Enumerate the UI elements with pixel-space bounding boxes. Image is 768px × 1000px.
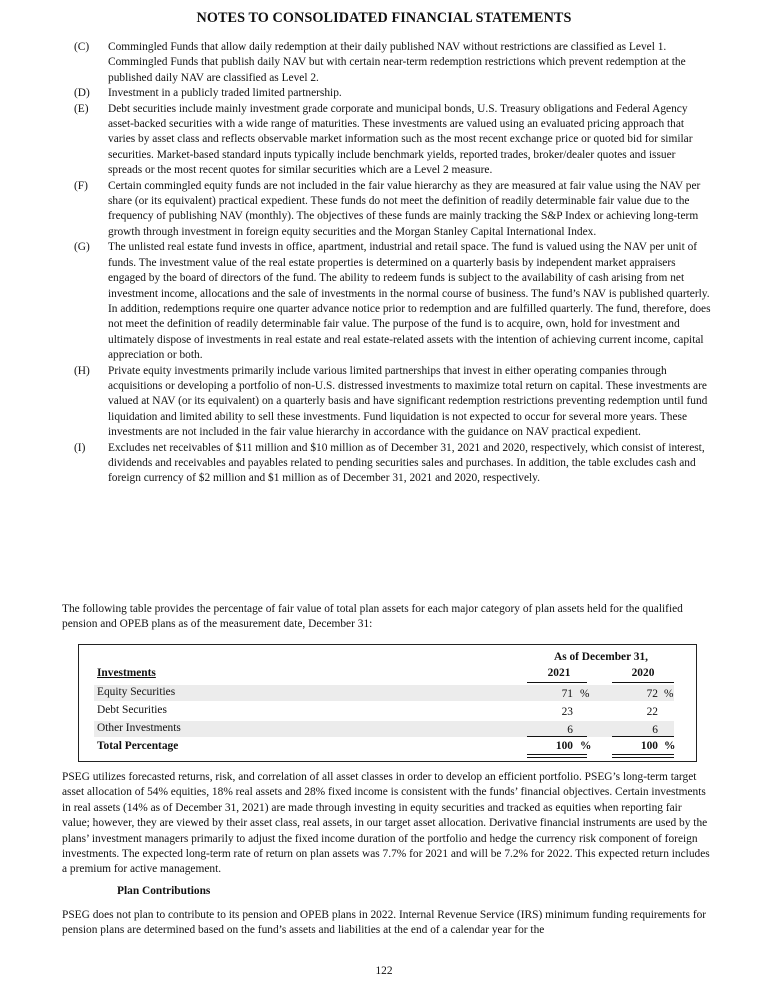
footnote-letter: (F) (74, 179, 88, 192)
footnote-text: Excludes net receivables of $11 million and $10 million as of December 31, 2021 and 2020, respectively, which consist of interest, dividends and receivables and payables related to pending securities sales and purchases. In addition, the table excludes cash and foreign currency of $2 million and $1 million as of December 31, 2021 and 2020, respectively. (108, 441, 705, 485)
footnote-e (62, 102, 712, 179)
value-2021: 71 (561, 688, 573, 700)
section-heading-plan-contributions: Plan Contributions (117, 885, 211, 897)
footnote-letter: (H) (74, 364, 90, 377)
footnote-text: Debt securities include mainly investment grade corporate and municipal bonds, U.S. Treasury obligations and Federal Agency asset-backed securities with a wide range of maturities. These investments are valued using an evaluated pricing approach that varies by asset class and reflects observable market information such as the most recent exchange price or quoted bid for similar securities. Market-based standard inputs typically include benchmark yields, reported trades, broker/dealer quotes and issuer spreads or the most recent quotes for similar securities which are a Level 2 measure. (108, 102, 693, 177)
total-2021: 100 (555, 740, 573, 752)
footnote-letter: (G) (74, 241, 90, 254)
plan-contributions-paragraph: PSEG does not plan to contribute to its pension and OPEB plans in 2022. Internal Revenue Service (IRS) minimum funding requirements for pension plans are determined based on the fund’s assets and liabilities at the end of a calendar year for the (62, 909, 707, 937)
double-underline-2021 (527, 754, 587, 755)
value-2021: 23 (561, 706, 573, 718)
double-underline-2021 (527, 757, 587, 758)
footnote-text: Certain commingled equity funds are not included in the fair value hierarchy as they are measured at fair value using the NAV per share (or its equivalent) practical expedient. These funds do not meet the definition of readily determinable fair value due to the frequency of publishing NAV (monthly). The objectives of these funds are mainly tracking the S&P Index or achieving long-term growth through investment in foreign equity securities and the Morgan Stanley Capital International Index. (108, 179, 701, 238)
footnote-text: Commingled Funds that allow daily redemption at their daily published NAV without restrictions are classified as Level 1. Commingled Funds that publish daily NAV but with certain near-term redemption restrictions which prevent redemption at the published daily NAV are classified as Level 2. (108, 41, 686, 84)
double-underline-2020 (612, 757, 674, 758)
percent-sign: % (664, 740, 676, 752)
table-group-header: As of December 31, (553, 651, 649, 663)
percent-sign: % (664, 688, 674, 700)
column-header-2020: 2020 (631, 667, 655, 679)
footnote-letter: (C) (74, 41, 90, 53)
percent-sign: % (580, 688, 590, 700)
table-intro-paragraph: The following table provides the percentage of fair value of total plan assets for each major category of plan assets held for the qualified pension and OPEB plans as of the measurement date, December 31: (62, 603, 683, 631)
footnote-i (62, 441, 712, 487)
percent-sign: % (580, 740, 592, 752)
footnote-text: The unlisted real estate fund invests in office, apartment, industrial and retail space. The fund is valued using the NAV per unit of funds. The investment value of the real estate properties is determined on a quarterly basis by independent market appraisers engaged by the board of directors of the fund. The ability to redeem funds is subject to the availability of cash arising from net investment income, allocations and the sale of investments in the normal course of business. The fund’s NAV is published quarterly. In addition, redemptions require one quarter advance notice prior to redemption and are fulfilled quarterly. The fund, therefore, does not meet the definition of readily determinable fair value. The purpose of the fund is to acquire, own, hold for investment and ultimately dispose of investments in real estate and real estate-related assets with the intention of achieving current income, capital appreciation or both. (108, 241, 711, 362)
header-underline-2021 (527, 682, 587, 683)
footnote-f (62, 179, 712, 241)
row-label: Other Investments (97, 722, 181, 734)
value-2021: 6 (567, 724, 573, 736)
footnote-letter: (I) (74, 441, 86, 454)
row-label: Debt Securities (97, 704, 167, 716)
value-2020: 6 (652, 724, 658, 736)
footnote-text: Private equity investments primarily include various limited partnerships that invest in either operating companies through acquisitions or developing a portfolio of non-U.S. distressed investments to maximize total return on capital. These investments are valued at NAV (or its equivalent) on a quarterly basis and have significant redemption restrictions preventing redemption until fund liquidation and limited ability to sell these investments. Fund liquidation is not expected to occur for several more years. These investments are not included in the fair value hierarchy in accordance with the guidance on NAV practical expedient. (108, 364, 708, 439)
asset-allocation-paragraph: PSEG utilizes forecasted returns, risk, and correlation of all asset classes in order to develop an efficient portfolio. PSEG’s long-term target asset allocation of 54% equities, 18% real assets and 28% fixed income is consistent with the funds’ financial objectives. Certain investments in real assets (14% as of December 31, 2021) are made through investing in equity securities and tracked as equities when reporting fair value; however, they are viewed by their asset class, real assets, in our target asset allocation. Derivative financial instruments are used by the plans’ investment managers primarily to adjust the fixed income duration of the portfolio and hedge the currency risk component of foreign investments. The expected long-term rate of return on plan assets was 7.7% for 2021 and will be 7.2% for 2022. This expected return includes a premium for active management. (62, 771, 710, 876)
footnote-d (62, 86, 712, 101)
page-title: NOTES TO CONSOLIDATED FINANCIAL STATEMENTS (196, 10, 572, 26)
footnote-text: Investment in a publicly traded limited partnership. (108, 87, 342, 100)
value-2020: 72 (646, 688, 658, 700)
footnotes-list (62, 40, 712, 487)
page-number: 122 (375, 965, 393, 977)
footnote-g (62, 240, 712, 363)
footnote-letter: (E) (74, 102, 89, 115)
footnote-c (62, 40, 712, 86)
row-label: Equity Securities (97, 686, 176, 698)
column-header-2021: 2021 (547, 667, 571, 679)
value-2020: 22 (646, 706, 658, 718)
subtotal-line-2020 (612, 736, 674, 737)
footnote-letter: (D) (74, 87, 90, 100)
footnote-h (62, 364, 712, 441)
header-underline-2020 (612, 682, 674, 683)
total-label: Total Percentage (97, 740, 179, 752)
row-shading (94, 721, 674, 737)
subtotal-line-2021 (527, 736, 587, 737)
column-header-investments: Investments (97, 667, 156, 679)
total-2020: 100 (640, 740, 658, 752)
double-underline-2020 (612, 754, 674, 755)
